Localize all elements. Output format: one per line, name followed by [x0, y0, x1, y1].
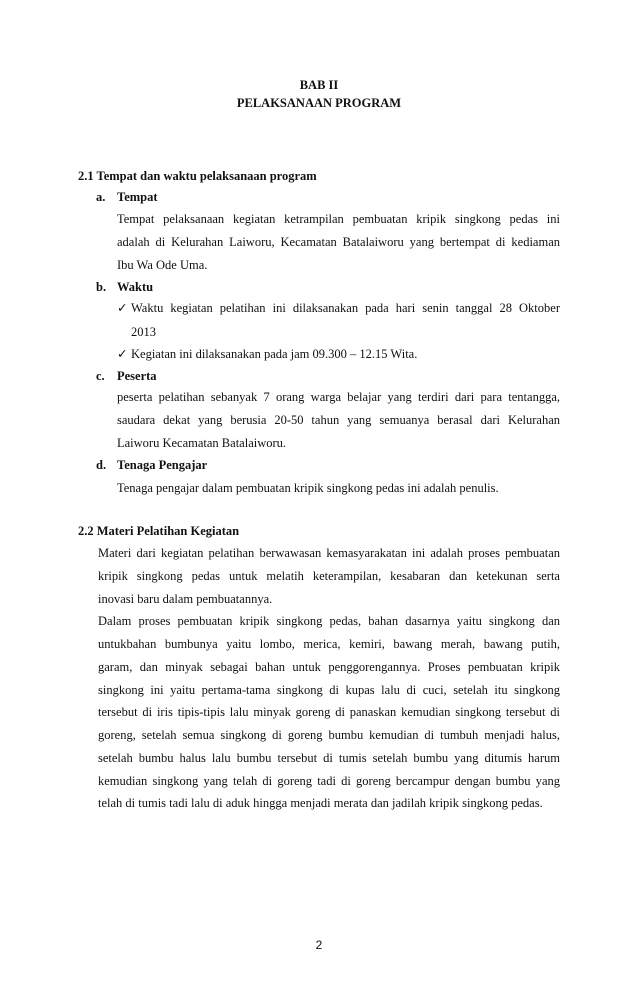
section-2-2-line-5: untukbahan bumbunya yaitu lombo, merica, kemiri, bawang merah, bawang putih, — [98, 637, 560, 651]
item-a-line-3: Ibu Wa Ode Uma. — [117, 258, 208, 272]
item-c-line-3: Laiworu Kecamatan Batalaiworu. — [117, 436, 287, 450]
item-b-heading: Waktu — [117, 280, 154, 294]
section-2-2-title: 2.2 Materi Pelatihan Kegiatan — [78, 524, 240, 538]
section-2-1-title: 2.1 Tempat dan waktu pelaksanaan program — [78, 169, 317, 183]
item-c-line-2: saudara dekat yang berusia 20-50 tahun yang semuanya berasal dari Kelurahan — [117, 413, 560, 427]
item-c-heading: Peserta — [117, 369, 157, 383]
section-2-2-line-6: garam, dan minyak sebagai bahan untuk penggorengannya. Proses pembuatan kripik — [98, 660, 560, 674]
section-2-2-line-1: Materi dari kegiatan pelatihan berwawasan kemasyarakatan ini adalah proses pembuatan — [98, 546, 560, 560]
section-2-2-line-7: singkong ini yaitu pertama-tama singkong di kupas lalu di cuci, setelah itu singkong — [98, 683, 560, 697]
section-2-2-line-11: kemudian singkong yang telah di goreng tadi di goreng bercampur dengan bumbu yang — [98, 774, 560, 788]
item-b-line-3: Kegiatan ini dilaksanakan pada jam 09.300 – 12.15 Wita. — [131, 347, 418, 361]
section-2-2-line-2: kripik singkong pedas untuk melatih keterampilan, kesabaran dan ketekunan serta — [98, 569, 560, 583]
item-c-line-1: peserta pelatihan sebanyak 7 orang warga belajar yang terdiri dari para tentangga, — [117, 390, 560, 404]
section-2-2-line-8: tersebut di iris tipis-tipis lalu minyak goreng di panaskan kemudian singkong tersebut di — [98, 705, 560, 719]
section-2-2-line-9: goreng, setelah semua singkong di goreng bumbu kemudian di tumbuh menjadi halus, — [98, 728, 560, 742]
item-b-line-1: Waktu kegiatan pelatihan ini dilaksanakan pada hari senin tanggal 28 Oktober — [131, 301, 560, 315]
item-d-line-1: Tenaga pengajar dalam pembuatan kripik singkong pedas ini adalah penulis. — [117, 481, 499, 495]
item-d-label: d. — [96, 458, 107, 472]
item-c-label: c. — [96, 369, 105, 383]
item-a-label: a. — [96, 190, 106, 204]
item-b-label: b. — [96, 280, 107, 294]
page-number: 2 — [315, 938, 323, 952]
checkmark-icon: ✓ — [117, 301, 128, 315]
item-b-line-2: 2013 — [131, 325, 156, 339]
section-2-2-line-10: setelah bumbu halus lalu bumbu tersebut di tumis setelah bumbu yang ditumis harum — [98, 751, 560, 765]
chapter-label: BAB II — [299, 78, 339, 92]
chapter-title: PELAKSANAAN PROGRAM — [236, 96, 402, 110]
item-d-heading: Tenaga Pengajar — [117, 458, 208, 472]
section-2-2-line-3: inovasi baru dalam pembuatannya. — [98, 592, 273, 606]
section-2-2-line-4: Dalam proses pembuatan kripik singkong pedas, bahan dasarnya yaitu singkong dan — [98, 614, 560, 628]
checkmark-icon: ✓ — [117, 347, 128, 361]
item-a-line-1: Tempat pelaksanaan kegiatan ketrampilan pembuatan kripik singkong pedas ini — [117, 212, 560, 226]
item-a-line-2: adalah di Kelurahan Laiworu, Kecamatan Batalaiworu yang bertempat di kediaman — [117, 235, 560, 249]
item-a-heading: Tempat — [117, 190, 158, 204]
section-2-2-line-12: telah di tumis tadi lalu di aduk hingga menjadi merata dan jadilah kripik singkong pedas. — [98, 796, 543, 810]
